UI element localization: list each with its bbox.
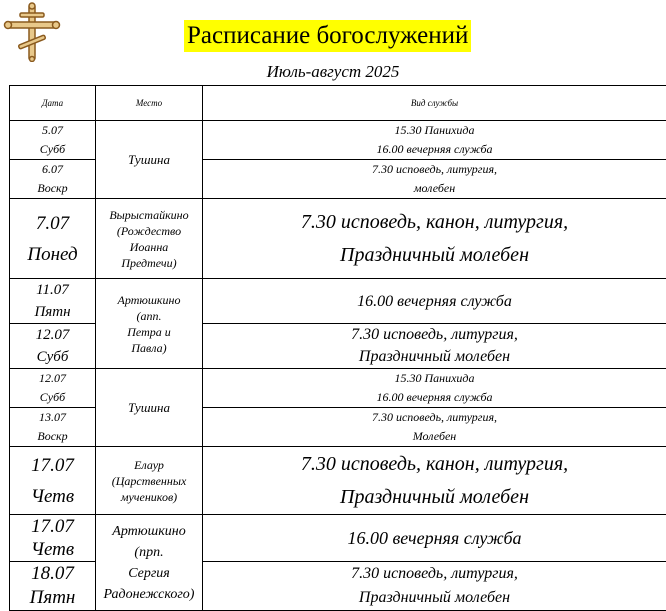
date-cell [10,369,96,408]
service-line: Праздничный молебен [203,239,666,272]
service-line: Молебен [203,427,666,446]
date-text: 17.07 [10,450,95,481]
place-line: (прп. [96,542,202,563]
date-cell [10,279,96,324]
service-cell [203,369,666,408]
place-cell [96,515,203,611]
service-line: 16.00 вечерняя служба [203,388,666,407]
service-line: 7.30 исповедь, канон, литургия, [203,206,666,239]
table-row [10,121,666,160]
column-header-place: Место [96,86,203,121]
service-line: Праздничный молебен [203,586,666,610]
place-line: Сергия [96,563,202,584]
date-text: 6.07 [10,160,95,179]
place-line: Артюшкино [96,292,202,308]
date-cell [10,121,96,160]
service-cell [203,160,666,199]
weekday-text: Воскр [10,179,95,198]
service-cell [203,447,666,515]
place-cell: Тушина [96,121,203,199]
date-text: 18.07 [10,562,95,586]
service-cell [203,121,666,160]
weekday-text: Пятн [10,301,95,323]
weekday-text: Субб [10,388,95,407]
service-line: 7.30 исповедь, канон, литургия, [203,448,666,481]
table-header-row [10,86,666,121]
place-line: Елаур [96,457,202,473]
date-cell [10,324,96,369]
date-text: 7.07 [10,208,95,239]
service-line: молебен [203,179,666,198]
place-cell [96,447,203,515]
weekday-text: Четв [10,481,95,512]
service-line: Праздничный молебен [203,346,666,368]
place-cell [96,279,203,369]
date-cell [10,199,96,279]
table-row [10,515,666,562]
place-line: Артюшкино [96,521,202,542]
place-line: Вырыстайкино [96,207,202,223]
place-line: Петра и [96,324,202,340]
weekday-text: Субб [10,346,95,368]
table-row [10,279,666,324]
service-line: Праздничный молебен [203,481,666,514]
date-text: 12.07 [10,324,95,346]
date-cell [10,160,96,199]
service-cell [203,279,666,324]
service-line: 16.00 вечерняя служба [203,289,666,314]
place-line: (апп. [96,308,202,324]
column-header-date: Дата [10,86,96,121]
place-cell [96,199,203,279]
date-cell [10,562,96,611]
date-text: 13.07 [10,408,95,427]
service-cell [203,408,666,447]
place-line: Радонежского) [96,584,202,605]
service-line: 16.00 вечерняя служба [203,522,666,555]
column-header-service: Вид службы [203,86,666,121]
service-cell [203,324,666,369]
place-line: (Царственных [96,473,202,489]
orthodox-cross-icon [2,2,62,62]
weekday-text: Пятн [10,586,95,610]
service-line: 7.30 исповедь, литургия, [203,408,666,427]
place-line: мучеников) [96,489,202,505]
service-cell [203,562,666,611]
weekday-text: Субб [10,140,95,159]
service-line: 15.30 Панихида [203,121,666,140]
date-text: 11.07 [10,279,95,301]
weekday-text: Понед [10,239,95,270]
table-row [10,447,666,515]
service-cell [203,199,666,279]
table-row [10,369,666,408]
service-line: 15.30 Панихида [203,369,666,388]
service-line: 7.30 исповедь, литургия, [203,160,666,179]
service-line: 7.30 исповедь, литургия, [203,562,666,586]
date-text: 5.07 [10,121,95,140]
date-cell [10,408,96,447]
place-cell: Тушина [96,369,203,447]
place-line: (Рождество [96,223,202,239]
place-line: Предтечи) [96,255,202,271]
page-title: Расписание богослужений [184,20,471,52]
date-text: 12.07 [10,369,95,388]
service-line: 7.30 исповедь, литургия, [203,324,666,346]
table-row [10,199,666,279]
date-cell [10,447,96,515]
date-text: 17.07 [10,515,95,538]
service-line: 16.00 вечерняя служба [203,140,666,159]
schedule-table [9,85,666,611]
date-cell [10,515,96,562]
weekday-text: Воскр [10,427,95,446]
place-line: Павла) [96,340,202,356]
service-cell [203,515,666,562]
place-line: Иоанна [96,239,202,255]
page-subtitle: Июль-август 2025 [0,62,666,82]
weekday-text: Четв [10,538,95,561]
